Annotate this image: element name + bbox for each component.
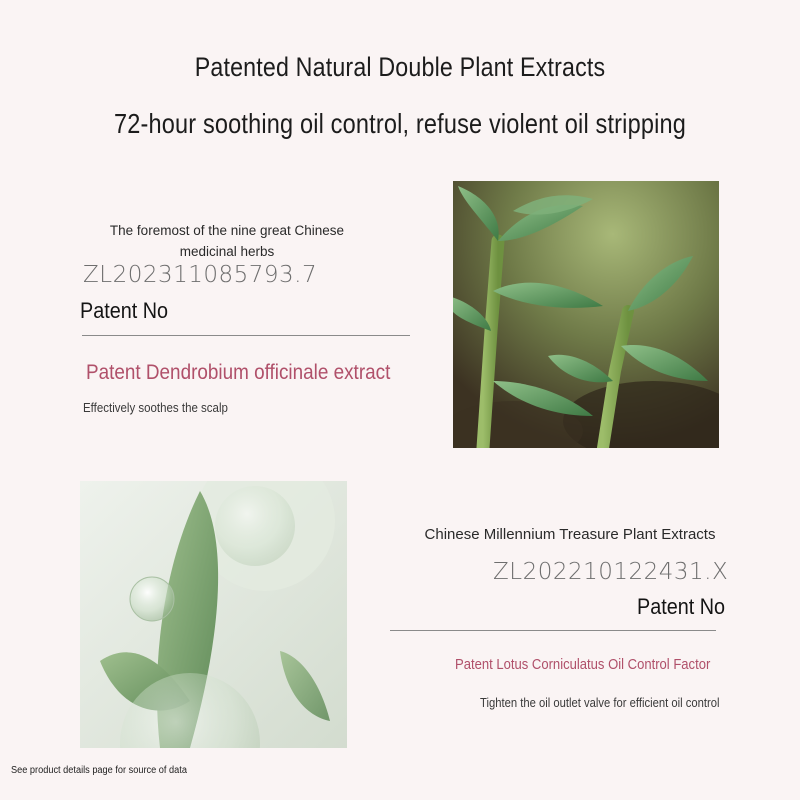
section2-patent-code: ZL202210122431.X (493, 559, 729, 585)
section2-patent-name: Patent Lotus Corniculatus Oil Control Factor (455, 657, 711, 673)
headline-subtitle: 72-hour soothing oil control, refuse violent oil stripping (114, 108, 686, 139)
data-source-footnote: See product details page for source of data (11, 765, 187, 776)
section2-patent-no-label: Patent No (637, 594, 726, 619)
section1-patent-code: ZL202311085793.7 (83, 262, 318, 288)
section1-divider (82, 335, 410, 336)
section1-patent-no-label: Patent No (80, 298, 169, 323)
dendrobium-plant-photo (453, 181, 719, 448)
section1-herb-description: The foremost of the nine great Chinese medicinal herbs (109, 223, 345, 259)
headline-title: Patented Natural Double Plant Extracts (194, 52, 606, 82)
green-leaves-with-droplets-photo (80, 481, 347, 748)
section2-herb-description: Chinese Millennium Treasure Plant Extracts (424, 526, 716, 543)
section2-effect: Tighten the oil outlet valve for efficient oil control (480, 696, 720, 710)
section2-divider (390, 630, 716, 631)
dendrobium-illustration (453, 181, 719, 448)
lotus-leaves-illustration (80, 481, 347, 748)
section1-effect: Effectively soothes the scalp (83, 401, 228, 415)
section1-patent-name: Patent Dendrobium officinale extract (86, 361, 391, 384)
